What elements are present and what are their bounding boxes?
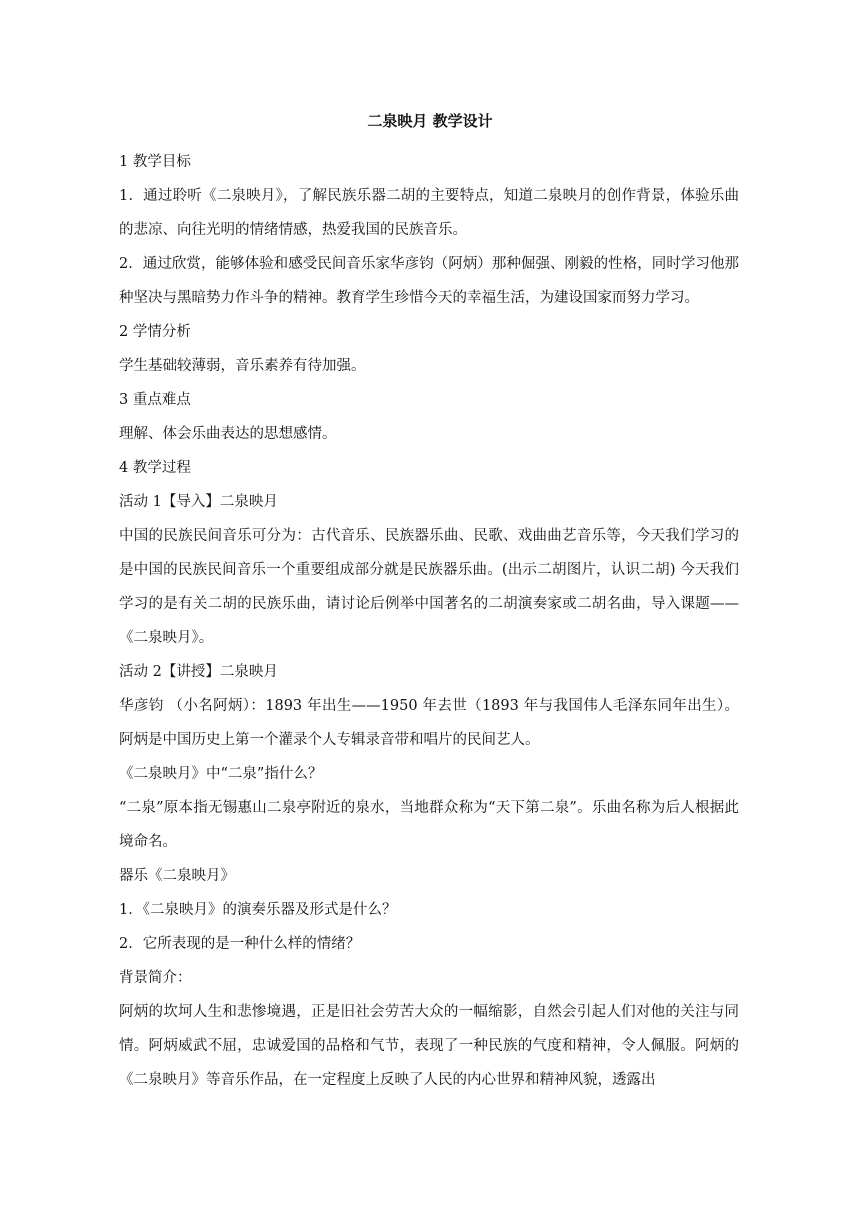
paragraph: 1．通过聆听《二泉映月》，了解民族乐器二胡的主要特点，知道二泉映月的创作背景，体验乐曲的悲凉、向往光明的情绪情感，热爱我国的民族音乐。 — [119, 188, 739, 238]
subheading: 器乐《二泉映月》 — [119, 868, 235, 884]
paragraph: 中国的民族民间音乐可分为：古代音乐、民族器乐曲、民歌、戏曲曲艺音乐等，今天我们学习的是中国的民族民间音乐一个重要组成部分就是民族器乐曲。(出示二胡图片，认识二胡) 今天我们学习的是有关二胡的民族乐曲，请讨论后例举中国著名的二胡演奏家或二胡名曲，导入课题——《二泉映月》。 — [119, 528, 739, 646]
question-line: 《二泉映月》中“二泉”指什么？ — [119, 766, 323, 782]
subheading: 背景简介： — [119, 970, 192, 986]
paragraph: 理解、体会乐曲表达的思想感情。 — [119, 426, 337, 442]
section-heading: 3 重点难点 — [119, 392, 191, 408]
section-heading: 1 教学目标 — [119, 154, 191, 170]
paragraph: 2．通过欣赏，能够体验和感受民间音乐家华彦钧（阿炳）那种倔强、刚毅的性格，同时学习他那种坚决与黑暗势力作斗争的精神。教育学生珍惜今天的幸福生活，为建设国家而努力学习。 — [119, 256, 739, 306]
paragraph: 华彦钧 （小名阿炳）：1893 年出生——1950 年去世（1893 年与我国伟人毛泽东同年出生）。阿炳是中国历史上第一个灌录个人专辑录音带和唱片的民间艺人。 — [119, 698, 739, 748]
paragraph: “二泉”原本指无锡惠山二泉亭附近的泉水，当地群众称为“天下第二泉”。乐曲名称为后人根据此境命名。 — [119, 800, 739, 850]
question-line: 2．它所表现的是一种什么样的情绪？ — [119, 936, 361, 952]
paragraph: 阿炳的坎坷人生和悲惨境遇，正是旧社会劳苦大众的一幅缩影，自然会引起人们对他的关注与同情。阿炳威武不屈，忠诚爱国的品格和气节，表现了一种民族的气度和精神，令人佩服。阿炳的《二泉映月》等音乐作品，在一定程度上反映了人民的内心世界和精神风貌，透露出 — [119, 1004, 739, 1088]
document-body — [119, 145, 739, 1097]
paragraph: 学生基础较薄弱，音乐素养有待加强。 — [119, 358, 366, 374]
section-heading: 4 教学过程 — [119, 460, 191, 476]
activity-heading: 活动 1【导入】二泉映月 — [119, 494, 278, 510]
document-title: 二泉映月 教学设计 — [367, 112, 493, 130]
question-line: 1．《二泉映月》的演奏乐器及形式是什么？ — [119, 902, 397, 918]
section-heading: 2 学情分析 — [119, 324, 191, 340]
activity-heading: 活动 2【讲授】二泉映月 — [119, 664, 278, 680]
